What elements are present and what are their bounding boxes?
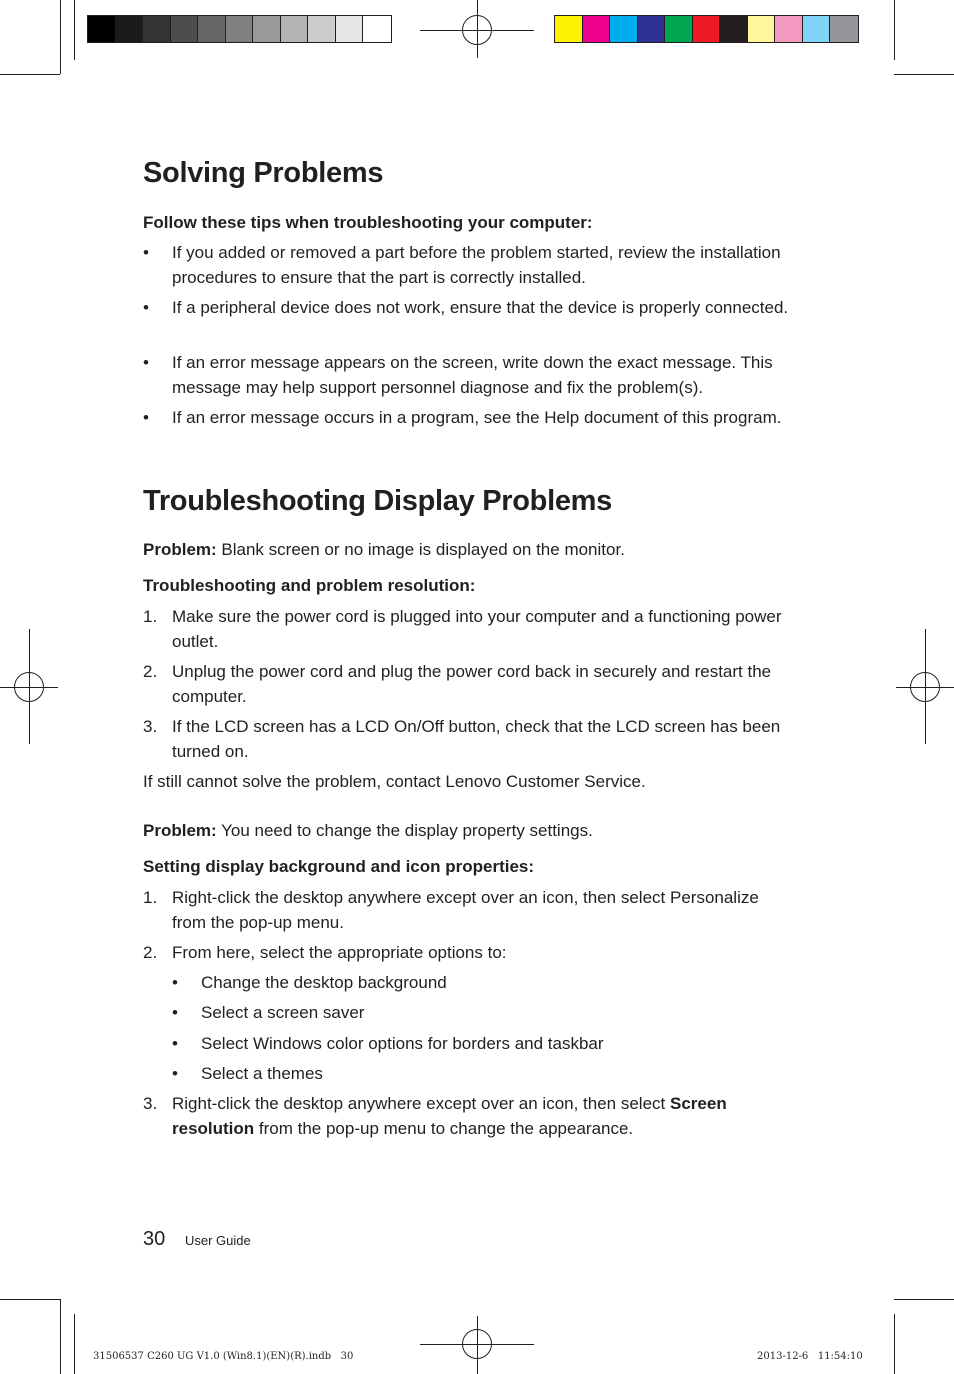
color-swatch bbox=[748, 16, 776, 42]
list-item-text: Select Windows color options for borders and taskbar bbox=[201, 1034, 604, 1053]
print-slug-datetime: 2013-12-6 11:54:10 bbox=[757, 1351, 863, 1362]
registration-target-icon bbox=[910, 672, 940, 702]
problem-label: Problem: bbox=[143, 821, 217, 840]
step-number: 3. bbox=[143, 1094, 158, 1113]
color-swatch bbox=[143, 16, 171, 42]
sub-list-item bbox=[172, 1061, 772, 1086]
bullet-icon: • bbox=[172, 1064, 178, 1083]
bullet-icon: • bbox=[172, 1034, 178, 1053]
color-swatch bbox=[610, 16, 638, 42]
section-title: Solving Problems bbox=[143, 157, 384, 189]
bullet-icon: • bbox=[143, 298, 149, 317]
sub-list-item bbox=[172, 970, 772, 995]
footer-note: If still cannot solve the problem, contact Lenovo Customer Service. bbox=[143, 772, 646, 791]
color-swatch bbox=[665, 16, 693, 42]
list-item-text: If you added or removed a part before the problem started, review the installation procedures to ensure that the part is correctly installed. bbox=[172, 243, 781, 287]
color-swatch bbox=[116, 16, 144, 42]
bullet-icon: • bbox=[143, 408, 149, 427]
color-swatch bbox=[830, 16, 858, 42]
crop-mark bbox=[894, 0, 895, 60]
list-item bbox=[143, 295, 793, 320]
problem-text: You need to change the display property settings. bbox=[216, 821, 593, 840]
list-item-text: Unplug the power cord and plug the power cord back in securely and restart the computer. bbox=[172, 662, 772, 706]
list-item-text: Select a themes bbox=[201, 1064, 323, 1083]
section-title: Troubleshooting Display Problems bbox=[143, 485, 612, 517]
color-swatch bbox=[720, 16, 748, 42]
step-number: 1. bbox=[143, 607, 158, 626]
list-item-text: If an error message occurs in a program, see the Help document of this program. bbox=[172, 408, 782, 427]
crop-mark bbox=[0, 74, 60, 75]
list-item-text: Change the desktop background bbox=[201, 973, 447, 992]
list-item bbox=[143, 1091, 793, 1141]
step-text: from the pop-up menu to change the appearance. bbox=[254, 1119, 634, 1138]
step-number: 3. bbox=[143, 717, 158, 736]
crop-mark bbox=[894, 1299, 954, 1300]
step-number: 2. bbox=[143, 943, 158, 962]
crop-mark bbox=[74, 0, 75, 60]
color-swatch bbox=[555, 16, 583, 42]
color-swatch bbox=[775, 16, 803, 42]
list-item bbox=[143, 940, 793, 965]
crop-mark bbox=[60, 0, 61, 74]
color-swatch bbox=[198, 16, 226, 42]
crop-mark bbox=[60, 1299, 61, 1374]
crop-mark bbox=[0, 1299, 60, 1300]
list-item-text: Right-click the desktop anywhere except over an icon, then select Personalize from the pop-up menu. bbox=[172, 888, 759, 932]
registration-target-icon bbox=[14, 672, 44, 702]
color-swatch bbox=[583, 16, 611, 42]
color-swatch bbox=[253, 16, 281, 42]
color-swatch bbox=[803, 16, 831, 42]
bullet-icon: • bbox=[172, 1003, 178, 1022]
step-emphasis: Screen resolution bbox=[172, 1094, 727, 1138]
problem-statement bbox=[143, 818, 793, 843]
list-item bbox=[143, 350, 793, 400]
color-swatch bbox=[363, 16, 391, 42]
step-text: Right-click the desktop anywhere except over an icon, then select bbox=[172, 1094, 670, 1113]
color-swatch bbox=[226, 16, 254, 42]
step-number: 2. bbox=[143, 662, 158, 681]
list-item-text bbox=[172, 1091, 792, 1141]
color-swatch bbox=[308, 16, 336, 42]
color-swatch bbox=[638, 16, 666, 42]
step-number: 1. bbox=[143, 888, 158, 907]
subheading: Troubleshooting and problem resolution: bbox=[143, 576, 476, 595]
list-item bbox=[143, 885, 793, 935]
crop-mark bbox=[894, 1314, 895, 1374]
registration-target-icon bbox=[462, 15, 492, 45]
list-item-text: If an error message appears on the screen, write down the exact message. This message may help support personnel diagnose and fix the problem(s). bbox=[172, 353, 773, 397]
process-color-bar bbox=[554, 15, 859, 43]
sub-list-item bbox=[172, 1031, 772, 1056]
registration-target-icon bbox=[462, 1329, 492, 1359]
list-item-text: Select a screen saver bbox=[201, 1003, 365, 1022]
list-item bbox=[143, 405, 793, 430]
color-swatch bbox=[88, 16, 116, 42]
list-item-text: If the LCD screen has a LCD On/Off button, check that the LCD screen has been turned on. bbox=[172, 717, 781, 761]
crop-mark bbox=[894, 74, 954, 75]
intro-text: Follow these tips when troubleshooting your computer: bbox=[143, 213, 593, 232]
color-swatch bbox=[693, 16, 721, 42]
bullet-icon: • bbox=[143, 353, 149, 372]
problem-label: Problem: bbox=[143, 540, 217, 559]
list-item bbox=[143, 240, 793, 290]
bullet-icon: • bbox=[143, 243, 149, 262]
list-item bbox=[143, 659, 793, 709]
problem-statement bbox=[143, 537, 793, 562]
grayscale-color-bar bbox=[87, 15, 392, 43]
problem-text: Blank screen or no image is displayed on the monitor. bbox=[216, 540, 625, 559]
crop-mark bbox=[74, 1314, 75, 1374]
color-swatch bbox=[281, 16, 309, 42]
subheading: Setting display background and icon properties: bbox=[143, 857, 535, 876]
list-item-text: If a peripheral device does not work, ensure that the device is properly connected. bbox=[172, 298, 789, 317]
color-swatch bbox=[171, 16, 199, 42]
list-item-text: From here, select the appropriate options to: bbox=[172, 943, 507, 962]
list-item bbox=[143, 714, 793, 764]
list-item bbox=[143, 604, 793, 654]
sub-list-item bbox=[172, 1000, 772, 1025]
list-item-text: Make sure the power cord is plugged into your computer and a functioning power outlet. bbox=[172, 607, 782, 651]
print-slug-file: 31506537 C260 UG V1.0 (Win8.1)(EN)(R).indb 30 bbox=[93, 1351, 354, 1362]
bullet-icon: • bbox=[172, 973, 178, 992]
page-number: 30 bbox=[143, 1228, 166, 1250]
running-footer: User Guide bbox=[185, 1233, 251, 1248]
color-swatch bbox=[336, 16, 364, 42]
